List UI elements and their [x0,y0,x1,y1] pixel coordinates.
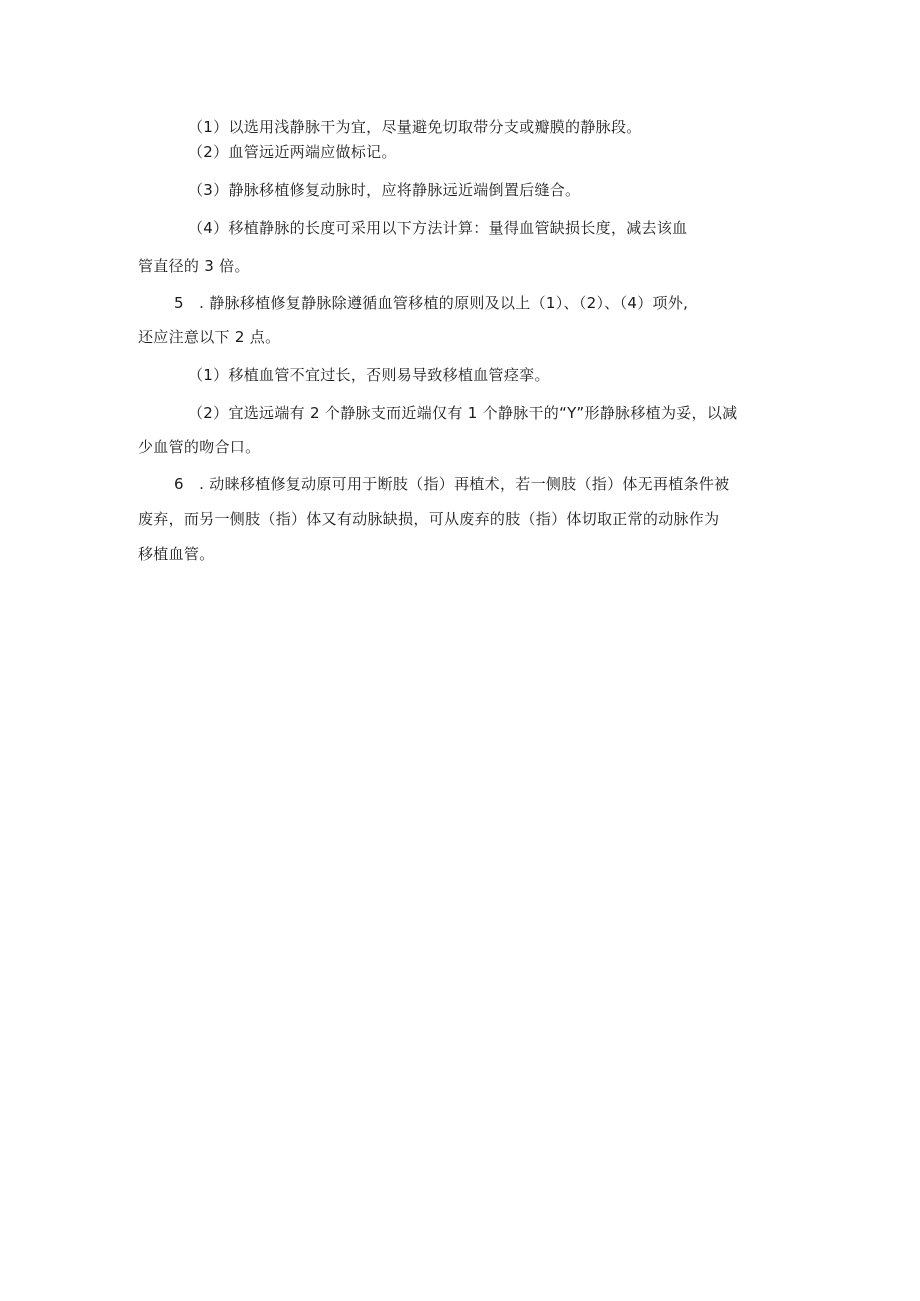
paragraph-line: （2）血管远近两端应做标记。 [188,143,397,161]
paragraph-line: 少血管的吻合口。 [138,438,261,456]
paragraph-line: （3）静脉移植修复动脉时，应将静脉远近端倒置后缝合。 [188,181,581,199]
paragraph-line: 管直径的 3 倍。 [138,257,250,275]
paragraph-line: 还应注意以下 2 点。 [138,328,281,346]
paragraph-line: 6 . 动睐移植修复动原可用于断肢（指）再植术，若一侧肢（指）体无再植条件被 [174,475,730,493]
paragraph-line: （1）移植血管不宜过长，否则易导致移植血管痉挛。 [188,366,550,384]
paragraph-line: 移植血管。 [138,545,215,563]
paragraph-line: （1）以选用浅静脉干为宜，尽量避免切取带分支或瓣膜的静脉段。 [188,118,642,136]
paragraph-line: （2）宜选远端有 2 个静脉支而近端仅有 1 个静脉干的“Y”形静脉移植为妥，以减 [188,404,738,422]
paragraph-line: 5 . 静脉移植修复静脉除遵循血管移植的原则及以上（1）、（2）、（4）项外, [174,294,689,312]
paragraph-line: 废弃，而另一侧肢（指）体又有动脉缺损，可从废弃的肢（指）体切取正常的动脉作为 [138,510,720,528]
paragraph-line: （4）移植静脉的长度可采用以下方法计算：量得血管缺损长度，减去该血 [188,219,688,237]
